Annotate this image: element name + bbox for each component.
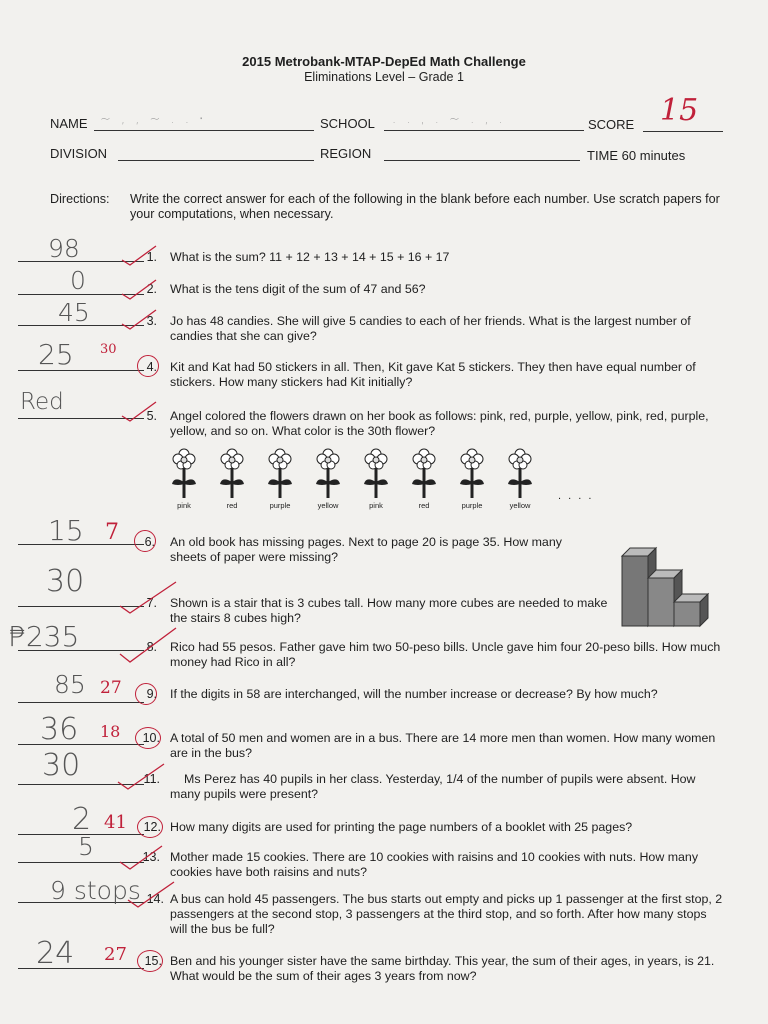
question-text: How many digits are used for printing the page numbers of a booklet with 25 pages?	[170, 820, 633, 834]
answer-handwritten: 0	[70, 266, 86, 295]
region-field[interactable]	[384, 160, 580, 161]
question-text: If the digits in 58 are interchanged, will the number increase or decrease? By how much?	[170, 687, 658, 701]
question-text: Jo has 48 candies. She will give 5 candies to each of her friends. What is the largest number of candies that she can give?	[170, 314, 691, 343]
answer-handwritten: 36	[40, 712, 79, 747]
answer-handwritten: 45	[58, 298, 90, 327]
correction-mark: 18	[100, 722, 121, 741]
check-mark-icon	[120, 308, 160, 330]
question-10	[0, 712, 768, 760]
question-number: 14.	[146, 892, 164, 906]
question-number: 1.	[146, 250, 157, 264]
question-number: 3.	[146, 314, 157, 328]
question-number: 11.	[143, 772, 160, 786]
name-field[interactable]	[94, 130, 314, 131]
question-number: 7.	[146, 596, 157, 610]
directions-label: Directions:	[50, 192, 110, 206]
flower-7	[452, 448, 492, 510]
division-label: DIVISION	[50, 146, 108, 161]
question-text: A total of 50 men and women are in a bus. There are 14 more men than women. How many women are in the bus?	[170, 731, 716, 760]
answer-handwritten: 25	[38, 338, 74, 371]
question-12	[0, 802, 768, 844]
check-mark-icon	[120, 244, 160, 266]
question-9	[0, 670, 768, 716]
question-number: 15.	[144, 954, 162, 968]
flower-label: purple	[269, 501, 291, 510]
question-11	[0, 748, 768, 804]
flower-5	[356, 448, 396, 510]
flower-icon	[308, 448, 348, 500]
name-label: NAME	[50, 116, 88, 131]
question-number: 12.	[143, 820, 161, 834]
flower-1	[164, 448, 204, 510]
question-number: 5.	[146, 409, 157, 423]
flower-8	[500, 448, 540, 510]
question-3	[0, 298, 768, 343]
flower-label: red	[418, 501, 430, 510]
question-13	[0, 832, 768, 880]
flower-6	[404, 448, 444, 510]
question-number: 10.	[142, 731, 160, 745]
answer-handwritten: 9 stops	[50, 876, 141, 905]
correction-mark: 7	[105, 520, 119, 545]
time-label: TIME 60 minutes	[587, 148, 686, 163]
flower-label: purple	[461, 501, 483, 510]
question-text: Kit and Kat had 50 stickers in all. Then, Kit gave Kat 5 stickers. They then have equal number of stickers. How many stickers had Kit initially?	[170, 360, 696, 389]
question-text: Ben and his younger sister have the same birthday. This year, the sum of their ages, in years, is 21. What would be the sum of their ages 3 years from now?	[170, 954, 715, 983]
flower-label: pink	[177, 501, 191, 510]
flower-icon	[260, 448, 300, 500]
flower-2	[212, 448, 252, 510]
score-field[interactable]	[643, 131, 723, 132]
flower-label: yellow	[317, 501, 339, 510]
answer-blank[interactable]	[18, 702, 144, 703]
flowers-ellipsis: . . . .	[558, 490, 594, 502]
flower-3	[260, 448, 300, 510]
question-text: Mother made 15 cookies. There are 10 cookies with raisins and 10 cookies with nuts. How many cookies have both raisins and nuts?	[170, 850, 699, 879]
question-2	[0, 266, 768, 306]
answer-handwritten: Red	[20, 389, 64, 415]
check-mark-icon	[120, 278, 160, 300]
answer-blank[interactable]	[18, 370, 144, 371]
answer-handwritten: 24	[36, 936, 75, 971]
correction-mark: 41	[104, 812, 127, 833]
correction-mark: 30	[100, 342, 117, 357]
school-scribble: . . , . ~ . , .	[392, 112, 506, 127]
page-subtitle: Eliminations Level – Grade 1	[304, 70, 464, 84]
correction-mark: 27	[104, 944, 127, 965]
answer-handwritten: 85	[54, 670, 86, 699]
answer-handwritten: 98	[48, 234, 80, 263]
answer-handwritten: ₱235	[8, 620, 80, 653]
question-text: A bus can hold 45 passengers. The bus starts out empty and picks up 1 passenger at the first stop, 2 passengers at the second stop, 3 passengers at the third stop, and so forth. After how many stops will the bus be full?	[170, 892, 723, 936]
answer-handwritten: 15	[48, 514, 84, 547]
question-text: Shown is a stair that is 3 cubes tall. How many more cubes are needed to make the stairs 8 cubes high?	[170, 596, 608, 625]
flower-icon	[164, 448, 204, 500]
score-value: 15	[660, 93, 699, 128]
stair-cubes-illustration	[618, 546, 716, 628]
correction-mark: 27	[100, 678, 122, 698]
question-14	[0, 876, 768, 936]
check-mark-icon	[118, 580, 178, 614]
flower-icon	[212, 448, 252, 500]
question-number: 2.	[146, 282, 157, 296]
answer-handwritten: 2	[72, 802, 92, 837]
question-text: An old book has missing pages. Next to page 20 is page 35. How many sheets of paper were missing?	[170, 535, 562, 564]
question-number: 8.	[146, 640, 157, 654]
question-number: 9.	[146, 687, 157, 701]
question-text: What is the sum? 11 + 12 + 13 + 14 + 15 + 16 + 17	[170, 250, 450, 264]
check-mark-icon	[118, 626, 178, 664]
school-field[interactable]	[384, 130, 584, 131]
question-text: Rico had 55 pesos. Father gave him two 50-peso bills. Uncle gave him four 20-peso bills. How much money had Rico in all?	[170, 640, 721, 669]
answer-handwritten: 30	[46, 564, 85, 599]
division-field[interactable]	[118, 160, 314, 161]
school-label: SCHOOL	[320, 116, 375, 131]
flower-icon	[356, 448, 396, 500]
answer-blank[interactable]	[18, 744, 144, 745]
question-number: 4.	[146, 360, 157, 374]
check-mark-icon	[118, 844, 164, 870]
region-label: REGION	[320, 146, 372, 161]
question-15	[0, 936, 768, 988]
question-5	[0, 389, 768, 438]
answer-handwritten: 30	[42, 748, 81, 783]
question-4	[0, 338, 768, 389]
flower-row	[160, 448, 600, 518]
score-label: SCORE	[588, 117, 635, 132]
flower-icon	[500, 448, 540, 500]
flower-icon	[452, 448, 492, 500]
flower-4	[308, 448, 348, 510]
header	[0, 54, 768, 84]
directions-text: Write the correct answer for each of the following in the blank before each number. Use scratch papers for your computations, when necessary.	[130, 192, 720, 221]
flower-label: yellow	[509, 501, 531, 510]
name-scribble: ~ , , ~ . . ‧	[100, 112, 207, 127]
check-mark-icon	[126, 880, 176, 908]
question-text: Ms Perez has 40 pupils in her class. Yesterday, 1/4 of the number of pupils were absent. How many pupils were present?	[170, 772, 696, 801]
question-number: 13.	[142, 850, 160, 864]
question-1	[0, 234, 768, 274]
question-text: Angel colored the flowers drawn on her book as follows: pink, red, purple, yellow, pink, red, purple, yellow, and so on. What color is the 30th flower?	[170, 409, 709, 438]
question-8	[0, 620, 768, 669]
page-title: 2015 Metrobank-MTAP-DepEd Math Challenge	[242, 54, 526, 69]
question-text: What is the tens digit of the sum of 47 and 56?	[170, 282, 426, 296]
check-mark-icon	[120, 400, 160, 422]
check-mark-icon	[116, 762, 166, 790]
flower-label: red	[226, 501, 238, 510]
answer-handwritten: 5	[78, 832, 94, 861]
flower-icon	[404, 448, 444, 500]
question-number: 6.	[144, 535, 155, 549]
flower-label: pink	[369, 501, 383, 510]
